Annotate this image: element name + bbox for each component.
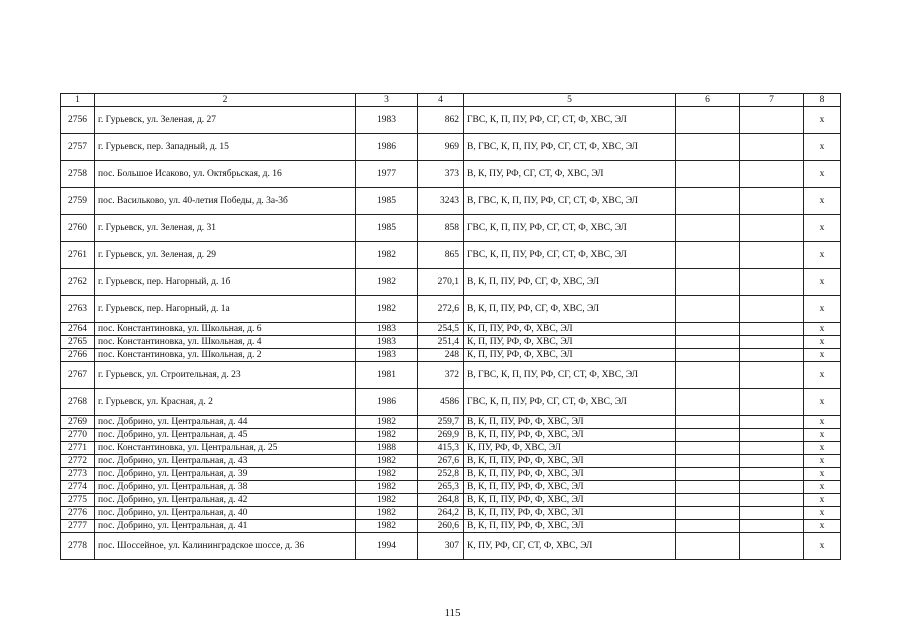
area-cell: 3243 <box>418 188 464 215</box>
column-6-cell <box>676 429 740 442</box>
column-7-cell <box>740 296 804 323</box>
row-number-cell: 2762 <box>61 269 95 296</box>
row-number-cell: 2771 <box>61 442 95 455</box>
works-cell: В, К, П, ПУ, РФ, СГ, Ф, ХВС, ЭЛ <box>464 296 676 323</box>
mark-cell: x <box>804 188 841 215</box>
column-6-cell <box>676 507 740 520</box>
area-cell: 270,1 <box>418 269 464 296</box>
address-cell: г. Гурьевск, ул. Зеленая, д. 27 <box>95 107 356 134</box>
row-number-cell: 2757 <box>61 134 95 161</box>
column-6-cell <box>676 494 740 507</box>
address-cell: пос. Добрино, ул. Центральная, д. 39 <box>95 468 356 481</box>
column-7-cell <box>740 134 804 161</box>
table-row <box>61 455 841 468</box>
column-6-cell <box>676 442 740 455</box>
mark-cell: x <box>804 134 841 161</box>
works-cell: В, К, П, ПУ, РФ, Ф, ХВС, ЭЛ <box>464 416 676 429</box>
table-header-row <box>61 94 841 107</box>
table-row <box>61 134 841 161</box>
year-cell: 1982 <box>356 481 418 494</box>
column-6-cell <box>676 468 740 481</box>
column-7-cell <box>740 533 804 560</box>
year-cell: 1982 <box>356 242 418 269</box>
column-6-cell <box>676 134 740 161</box>
works-cell: К, П, ПУ, РФ, Ф, ХВС, ЭЛ <box>464 323 676 336</box>
column-header: 2 <box>95 94 356 107</box>
column-7-cell <box>740 336 804 349</box>
address-cell: г. Гурьевск, ул. Зеленая, д. 31 <box>95 215 356 242</box>
mark-cell: x <box>804 349 841 362</box>
mark-cell: x <box>804 481 841 494</box>
row-number-cell: 2764 <box>61 323 95 336</box>
address-cell: пос. Константиновка, ул. Центральная, д. 25 <box>95 442 356 455</box>
column-7-cell <box>740 520 804 533</box>
table-row <box>61 442 841 455</box>
works-cell: В, К, П, ПУ, РФ, Ф, ХВС, ЭЛ <box>464 468 676 481</box>
works-cell: ГВС, К, П, ПУ, РФ, СГ, СТ, Ф, ХВС, ЭЛ <box>464 107 676 134</box>
works-cell: К, П, ПУ, РФ, Ф, ХВС, ЭЛ <box>464 349 676 362</box>
mark-cell: x <box>804 323 841 336</box>
address-cell: пос. Добрино, ул. Центральная, д. 40 <box>95 507 356 520</box>
mark-cell: x <box>804 296 841 323</box>
works-cell: В, К, П, ПУ, РФ, Ф, ХВС, ЭЛ <box>464 481 676 494</box>
row-number-cell: 2773 <box>61 468 95 481</box>
area-cell: 865 <box>418 242 464 269</box>
row-number-cell: 2766 <box>61 349 95 362</box>
column-6-cell <box>676 269 740 296</box>
housing-registry-table <box>60 93 841 560</box>
works-cell: К, ПУ, РФ, СГ, СТ, Ф, ХВС, ЭЛ <box>464 533 676 560</box>
address-cell: г. Гурьевск, пер. Западный, д. 15 <box>95 134 356 161</box>
address-cell: г. Гурьевск, пер. Нагорный, д. 1а <box>95 296 356 323</box>
year-cell: 1982 <box>356 296 418 323</box>
mark-cell: x <box>804 416 841 429</box>
area-cell: 248 <box>418 349 464 362</box>
table-row <box>61 188 841 215</box>
mark-cell: x <box>804 215 841 242</box>
address-cell: пос. Большое Исаково, ул. Октябрьская, д. 16 <box>95 161 356 188</box>
mark-cell: x <box>804 389 841 416</box>
row-number-cell: 2763 <box>61 296 95 323</box>
year-cell: 1985 <box>356 215 418 242</box>
column-6-cell <box>676 161 740 188</box>
column-header: 7 <box>740 94 804 107</box>
works-cell: В, К, П, ПУ, РФ, Ф, ХВС, ЭЛ <box>464 494 676 507</box>
area-cell: 862 <box>418 107 464 134</box>
year-cell: 1982 <box>356 429 418 442</box>
area-cell: 272,6 <box>418 296 464 323</box>
table-row <box>61 507 841 520</box>
table-row <box>61 323 841 336</box>
mark-cell: x <box>804 107 841 134</box>
works-cell: В, ГВС, К, П, ПУ, РФ, СГ, СТ, Ф, ХВС, ЭЛ <box>464 362 676 389</box>
row-number-cell: 2776 <box>61 507 95 520</box>
column-7-cell <box>740 349 804 362</box>
year-cell: 1985 <box>356 188 418 215</box>
area-cell: 254,5 <box>418 323 464 336</box>
year-cell: 1982 <box>356 520 418 533</box>
works-cell: В, К, П, ПУ, РФ, СГ, Ф, ХВС, ЭЛ <box>464 269 676 296</box>
column-7-cell <box>740 242 804 269</box>
address-cell: пос. Константиновка, ул. Школьная, д. 6 <box>95 323 356 336</box>
table-row <box>61 533 841 560</box>
column-header: 6 <box>676 94 740 107</box>
row-number-cell: 2775 <box>61 494 95 507</box>
area-cell: 372 <box>418 362 464 389</box>
mark-cell: x <box>804 468 841 481</box>
mark-cell: x <box>804 269 841 296</box>
row-number-cell: 2767 <box>61 362 95 389</box>
area-cell: 252,8 <box>418 468 464 481</box>
address-cell: пос. Добрино, ул. Центральная, д. 41 <box>95 520 356 533</box>
works-cell: К, П, ПУ, РФ, Ф, ХВС, ЭЛ <box>464 336 676 349</box>
mark-cell: x <box>804 533 841 560</box>
area-cell: 251,4 <box>418 336 464 349</box>
area-cell: 269,9 <box>418 429 464 442</box>
column-7-cell <box>740 481 804 494</box>
year-cell: 1982 <box>356 507 418 520</box>
column-header: 3 <box>356 94 418 107</box>
column-7-cell <box>740 442 804 455</box>
table-row <box>61 468 841 481</box>
works-cell: ГВС, К, П, ПУ, РФ, СГ, СТ, Ф, ХВС, ЭЛ <box>464 242 676 269</box>
column-header: 8 <box>804 94 841 107</box>
table-row <box>61 416 841 429</box>
year-cell: 1983 <box>356 349 418 362</box>
column-7-cell <box>740 507 804 520</box>
column-header: 4 <box>418 94 464 107</box>
column-header: 5 <box>464 94 676 107</box>
row-number-cell: 2765 <box>61 336 95 349</box>
column-7-cell <box>740 215 804 242</box>
year-cell: 1982 <box>356 416 418 429</box>
row-number-cell: 2770 <box>61 429 95 442</box>
column-header: 1 <box>61 94 95 107</box>
row-number-cell: 2777 <box>61 520 95 533</box>
area-cell: 264,8 <box>418 494 464 507</box>
year-cell: 1988 <box>356 442 418 455</box>
address-cell: г. Гурьевск, ул. Красная, д. 2 <box>95 389 356 416</box>
table-row <box>61 215 841 242</box>
column-6-cell <box>676 533 740 560</box>
column-6-cell <box>676 389 740 416</box>
address-cell: пос. Добрино, ул. Центральная, д. 42 <box>95 494 356 507</box>
address-cell: пос. Константиновка, ул. Школьная, д. 4 <box>95 336 356 349</box>
column-7-cell <box>740 107 804 134</box>
area-cell: 259,7 <box>418 416 464 429</box>
column-7-cell <box>740 161 804 188</box>
mark-cell: x <box>804 455 841 468</box>
column-7-cell <box>740 416 804 429</box>
table-row <box>61 269 841 296</box>
area-cell: 265,3 <box>418 481 464 494</box>
mark-cell: x <box>804 520 841 533</box>
address-cell: г. Гурьевск, ул. Строительная, д. 23 <box>95 362 356 389</box>
row-number-cell: 2760 <box>61 215 95 242</box>
mark-cell: x <box>804 429 841 442</box>
area-cell: 4586 <box>418 389 464 416</box>
area-cell: 858 <box>418 215 464 242</box>
column-7-cell <box>740 362 804 389</box>
table-row <box>61 429 841 442</box>
address-cell: пос. Васильково, ул. 40-летия Победы, д. 3а-3б <box>95 188 356 215</box>
column-6-cell <box>676 215 740 242</box>
table-row <box>61 296 841 323</box>
column-7-cell <box>740 455 804 468</box>
column-7-cell <box>740 429 804 442</box>
area-cell: 260,6 <box>418 520 464 533</box>
table-row <box>61 362 841 389</box>
area-cell: 264,2 <box>418 507 464 520</box>
table-row <box>61 389 841 416</box>
works-cell: ГВС, К, П, ПУ, РФ, СГ, СТ, Ф, ХВС, ЭЛ <box>464 215 676 242</box>
works-cell: К, ПУ, РФ, Ф, ХВС, ЭЛ <box>464 442 676 455</box>
address-cell: пос. Добрино, ул. Центральная, д. 44 <box>95 416 356 429</box>
area-cell: 373 <box>418 161 464 188</box>
column-6-cell <box>676 336 740 349</box>
table-row <box>61 107 841 134</box>
year-cell: 1983 <box>356 336 418 349</box>
row-number-cell: 2756 <box>61 107 95 134</box>
row-number-cell: 2761 <box>61 242 95 269</box>
row-number-cell: 2759 <box>61 188 95 215</box>
works-cell: В, К, П, ПУ, РФ, Ф, ХВС, ЭЛ <box>464 455 676 468</box>
column-6-cell <box>676 416 740 429</box>
row-number-cell: 2774 <box>61 481 95 494</box>
table-row <box>61 161 841 188</box>
column-6-cell <box>676 362 740 389</box>
column-7-cell <box>740 323 804 336</box>
year-cell: 1986 <box>356 389 418 416</box>
row-number-cell: 2772 <box>61 455 95 468</box>
address-cell: пос. Добрино, ул. Центральная, д. 45 <box>95 429 356 442</box>
year-cell: 1994 <box>356 533 418 560</box>
works-cell: В, ГВС, К, П, ПУ, РФ, СГ, СТ, Ф, ХВС, ЭЛ <box>464 134 676 161</box>
year-cell: 1982 <box>356 494 418 507</box>
document-table-container <box>60 93 840 560</box>
mark-cell: x <box>804 507 841 520</box>
column-6-cell <box>676 455 740 468</box>
address-cell: пос. Добрино, ул. Центральная, д. 38 <box>95 481 356 494</box>
works-cell: В, К, П, ПУ, РФ, Ф, ХВС, ЭЛ <box>464 429 676 442</box>
column-6-cell <box>676 107 740 134</box>
table-row <box>61 349 841 362</box>
column-6-cell <box>676 323 740 336</box>
year-cell: 1977 <box>356 161 418 188</box>
address-cell: пос. Шоссейное, ул. Калининградское шоссе, д. 36 <box>95 533 356 560</box>
table-row <box>61 336 841 349</box>
works-cell: В, К, ПУ, РФ, СГ, СТ, Ф, ХВС, ЭЛ <box>464 161 676 188</box>
column-6-cell <box>676 188 740 215</box>
column-6-cell <box>676 242 740 269</box>
works-cell: В, ГВС, К, П, ПУ, РФ, СГ, СТ, Ф, ХВС, ЭЛ <box>464 188 676 215</box>
column-6-cell <box>676 296 740 323</box>
mark-cell: x <box>804 242 841 269</box>
address-cell: г. Гурьевск, пер. Нагорный, д. 1б <box>95 269 356 296</box>
mark-cell: x <box>804 336 841 349</box>
area-cell: 415,3 <box>418 442 464 455</box>
area-cell: 267,6 <box>418 455 464 468</box>
year-cell: 1982 <box>356 455 418 468</box>
table-row <box>61 242 841 269</box>
year-cell: 1983 <box>356 323 418 336</box>
row-number-cell: 2768 <box>61 389 95 416</box>
row-number-cell: 2778 <box>61 533 95 560</box>
year-cell: 1983 <box>356 107 418 134</box>
row-number-cell: 2758 <box>61 161 95 188</box>
column-7-cell <box>740 494 804 507</box>
works-cell: В, К, П, ПУ, РФ, Ф, ХВС, ЭЛ <box>464 520 676 533</box>
mark-cell: x <box>804 494 841 507</box>
works-cell: ГВС, К, П, ПУ, РФ, СГ, СТ, Ф, ХВС, ЭЛ <box>464 389 676 416</box>
address-cell: пос. Константиновка, ул. Школьная, д. 2 <box>95 349 356 362</box>
page-number: 115 <box>444 607 461 619</box>
works-cell: В, К, П, ПУ, РФ, Ф, ХВС, ЭЛ <box>464 507 676 520</box>
mark-cell: x <box>804 161 841 188</box>
area-cell: 307 <box>418 533 464 560</box>
row-number-cell: 2769 <box>61 416 95 429</box>
address-cell: пос. Добрино, ул. Центральная, д. 43 <box>95 455 356 468</box>
column-6-cell <box>676 481 740 494</box>
column-7-cell <box>740 188 804 215</box>
area-cell: 969 <box>418 134 464 161</box>
table-row <box>61 494 841 507</box>
table-row <box>61 520 841 533</box>
column-7-cell <box>740 389 804 416</box>
address-cell: г. Гурьевск, ул. Зеленая, д. 29 <box>95 242 356 269</box>
year-cell: 1981 <box>356 362 418 389</box>
year-cell: 1986 <box>356 134 418 161</box>
year-cell: 1982 <box>356 269 418 296</box>
mark-cell: x <box>804 442 841 455</box>
column-7-cell <box>740 468 804 481</box>
column-6-cell <box>676 349 740 362</box>
year-cell: 1982 <box>356 468 418 481</box>
column-7-cell <box>740 269 804 296</box>
column-6-cell <box>676 520 740 533</box>
mark-cell: x <box>804 362 841 389</box>
table-row <box>61 481 841 494</box>
